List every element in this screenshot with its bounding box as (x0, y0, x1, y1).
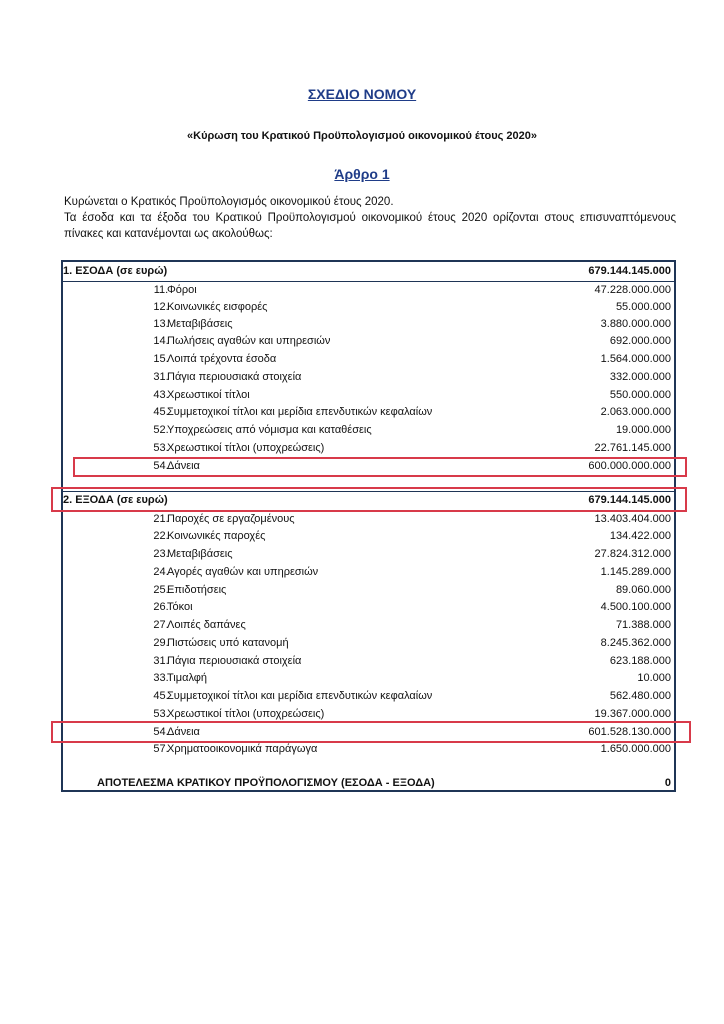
row-label: Λοιπά τρέχοντα έσοδα (167, 353, 277, 365)
row-code: 22. (153, 530, 169, 542)
row-label: Συμμετοχικοί τίτλοι και μερίδια επενδυτικών κεφαλαίων (167, 690, 433, 702)
table-row (63, 387, 675, 404)
row-amount: 27.824.312.000 (594, 548, 671, 560)
table-row (63, 635, 675, 652)
document-title: ΣΧΕΔΙΟ ΝΟΜΟΥ (307, 86, 417, 102)
document-subtitle: «Κύρωση του Κρατικού Προϋπολογισμού οικονομικού έτους 2020» (187, 130, 537, 142)
row-amount: 623.188.000 (609, 655, 671, 667)
row-label: Χρεωστικοί τίτλοι (167, 389, 250, 401)
row-code: 12. (153, 301, 169, 313)
row-label: Κοινωνικές παροχές (167, 530, 266, 542)
budget-result-amount: 0 (664, 777, 671, 789)
table-row (63, 404, 675, 421)
row-code: 11. (153, 284, 169, 296)
table-row (63, 422, 675, 439)
table-row (63, 599, 675, 616)
row-code: 25. (153, 584, 169, 596)
row-label: Τιμαλφή (167, 672, 208, 684)
table-row (63, 440, 675, 457)
row-amount: 3.880.000.000 (600, 318, 671, 330)
table-row (63, 299, 675, 316)
row-label: Πάγια περιουσιακά στοιχεία (167, 371, 302, 383)
row-code: 21. (153, 513, 169, 525)
article-title: Άρθρο 1 (334, 166, 390, 182)
row-amount: 4.500.100.000 (600, 601, 671, 613)
row-amount: 71.388.000 (615, 619, 671, 631)
row-code: 13. (153, 318, 169, 330)
row-amount: 134.422.000 (609, 530, 671, 542)
row-code: 45. (153, 406, 169, 418)
revenue-heading: 1. ΕΣΟΔΑ (σε ευρώ) (63, 265, 168, 277)
row-label: Λοιπές δαπάνες (167, 619, 246, 631)
row-label: Χρηματοοικονομικά παράγωγα (167, 743, 318, 755)
row-code: 57. (153, 743, 169, 755)
row-amount: 332.000.000 (609, 371, 671, 383)
table-row (63, 564, 675, 581)
row-amount: 1.650.000.000 (600, 743, 671, 755)
table-row (63, 511, 675, 528)
row-amount: 1.564.000.000 (600, 353, 671, 365)
table-row (63, 316, 675, 333)
table-row (63, 653, 675, 670)
row-code: 23. (153, 548, 169, 560)
row-label: Μεταβιβάσεις (167, 318, 233, 330)
row-amount: 601.528.130.000 (588, 726, 671, 738)
row-code: 53. (153, 708, 169, 720)
highlight-expenses-heading (51, 487, 687, 512)
row-code: 15. (153, 353, 169, 365)
row-amount: 22.761.145.000 (594, 442, 671, 454)
row-code: 53. (153, 442, 169, 454)
row-amount: 2.063.000.000 (600, 406, 671, 418)
budget-result-label: ΑΠΟΤΕΛΕΣΜΑ ΚΡΑΤΙΚΟΥ ΠΡΟΫΠΟΛΟΓΙΣΜΟΥ (ΕΣΟΔΑ - ΕΞΟΔΑ) (97, 777, 435, 789)
row-code: 14. (153, 335, 169, 347)
row-amount: 47.228.000.000 (594, 284, 671, 296)
highlight-revenue-loans (73, 457, 687, 477)
row-amount: 55.000.000 (615, 301, 671, 313)
row-label: Κοινωνικές εισφορές (167, 301, 268, 313)
row-code: 54. (153, 726, 169, 738)
row-label: Τόκοι (167, 601, 193, 613)
row-amount: 8.245.362.000 (600, 637, 671, 649)
row-label: Συμμετοχικοί τίτλοι και μερίδια επενδυτικών κεφαλαίων (167, 406, 433, 418)
row-amount: 10.000 (637, 672, 671, 684)
expenses-heading: 2. ΕΞΟΔΑ (σε ευρώ) (63, 494, 168, 506)
row-code: 33. (153, 672, 169, 684)
row-code: 24. (153, 566, 169, 578)
row-label: Φόροι (167, 284, 197, 296)
row-amount: 13.403.404.000 (594, 513, 671, 525)
table-row (63, 282, 675, 299)
row-label: Πάγια περιουσιακά στοιχεία (167, 655, 302, 667)
table-row (63, 688, 675, 705)
row-amount: 19.000.000 (615, 424, 671, 436)
intro-line-2: Τα έσοδα και τα έξοδα του Κρατικού Προϋπολογισμού οικονομικού έτους 2020 ορίζονται στους επισυναπτόμενους πίνακες και κατανέμονται ως ακολούθως: (64, 212, 676, 240)
row-code: 26. (153, 601, 169, 613)
row-label: Επιδοτήσεις (167, 584, 227, 596)
row-amount: 692.000.000 (609, 335, 671, 347)
row-label: Πωλήσεις αγαθών και υπηρεσιών (167, 335, 331, 347)
table-row (63, 528, 675, 545)
row-label: Υποχρεώσεις από νόμισμα και καταθέσεις (167, 424, 372, 436)
row-code: 43. (153, 389, 169, 401)
highlight-expenses-loans (51, 721, 691, 743)
table-row (63, 546, 675, 563)
intro-text (64, 194, 676, 242)
row-amount: 1.145.289.000 (600, 566, 671, 578)
table-row (63, 670, 675, 687)
table-row (63, 351, 675, 368)
row-code: 52. (153, 424, 169, 436)
revenue-heading-row (63, 263, 675, 280)
row-label: Παροχές σε εργαζομένους (167, 513, 295, 525)
row-code: 54. (153, 460, 169, 472)
row-label: Χρεωστικοί τίτλοι (υποχρεώσεις) (167, 442, 325, 454)
row-code: 45. (153, 690, 169, 702)
table-row (63, 582, 675, 599)
table-row (63, 741, 675, 758)
revenue-total: 679.144.145.000 (588, 265, 671, 277)
row-label: Δάνεια (167, 460, 200, 472)
row-amount: 562.480.000 (609, 690, 671, 702)
row-amount: 600.000.000.000 (588, 460, 671, 472)
row-code: 29. (153, 637, 169, 649)
row-label: Δάνεια (167, 726, 200, 738)
row-label: Χρεωστικοί τίτλοι (υποχρεώσεις) (167, 708, 325, 720)
table-row (63, 369, 675, 386)
expenses-total: 679.144.145.000 (588, 494, 671, 506)
row-label: Αγορές αγαθών και υπηρεσιών (167, 566, 319, 578)
table-row (63, 333, 675, 350)
row-label: Πιστώσεις υπό κατανομή (167, 637, 289, 649)
budget-result-row (63, 775, 675, 792)
row-label: Μεταβιβάσεις (167, 548, 233, 560)
intro-line-1: Κυρώνεται ο Κρατικός Προϋπολογισμός οικονομικού έτους 2020. (64, 196, 394, 208)
row-amount: 19.367.000.000 (594, 708, 671, 720)
row-amount: 550.000.000 (609, 389, 671, 401)
row-code: 31. (153, 655, 169, 667)
row-code: 27. (153, 619, 169, 631)
row-code: 31. (153, 371, 169, 383)
row-amount: 89.060.000 (615, 584, 671, 596)
table-row (63, 617, 675, 634)
